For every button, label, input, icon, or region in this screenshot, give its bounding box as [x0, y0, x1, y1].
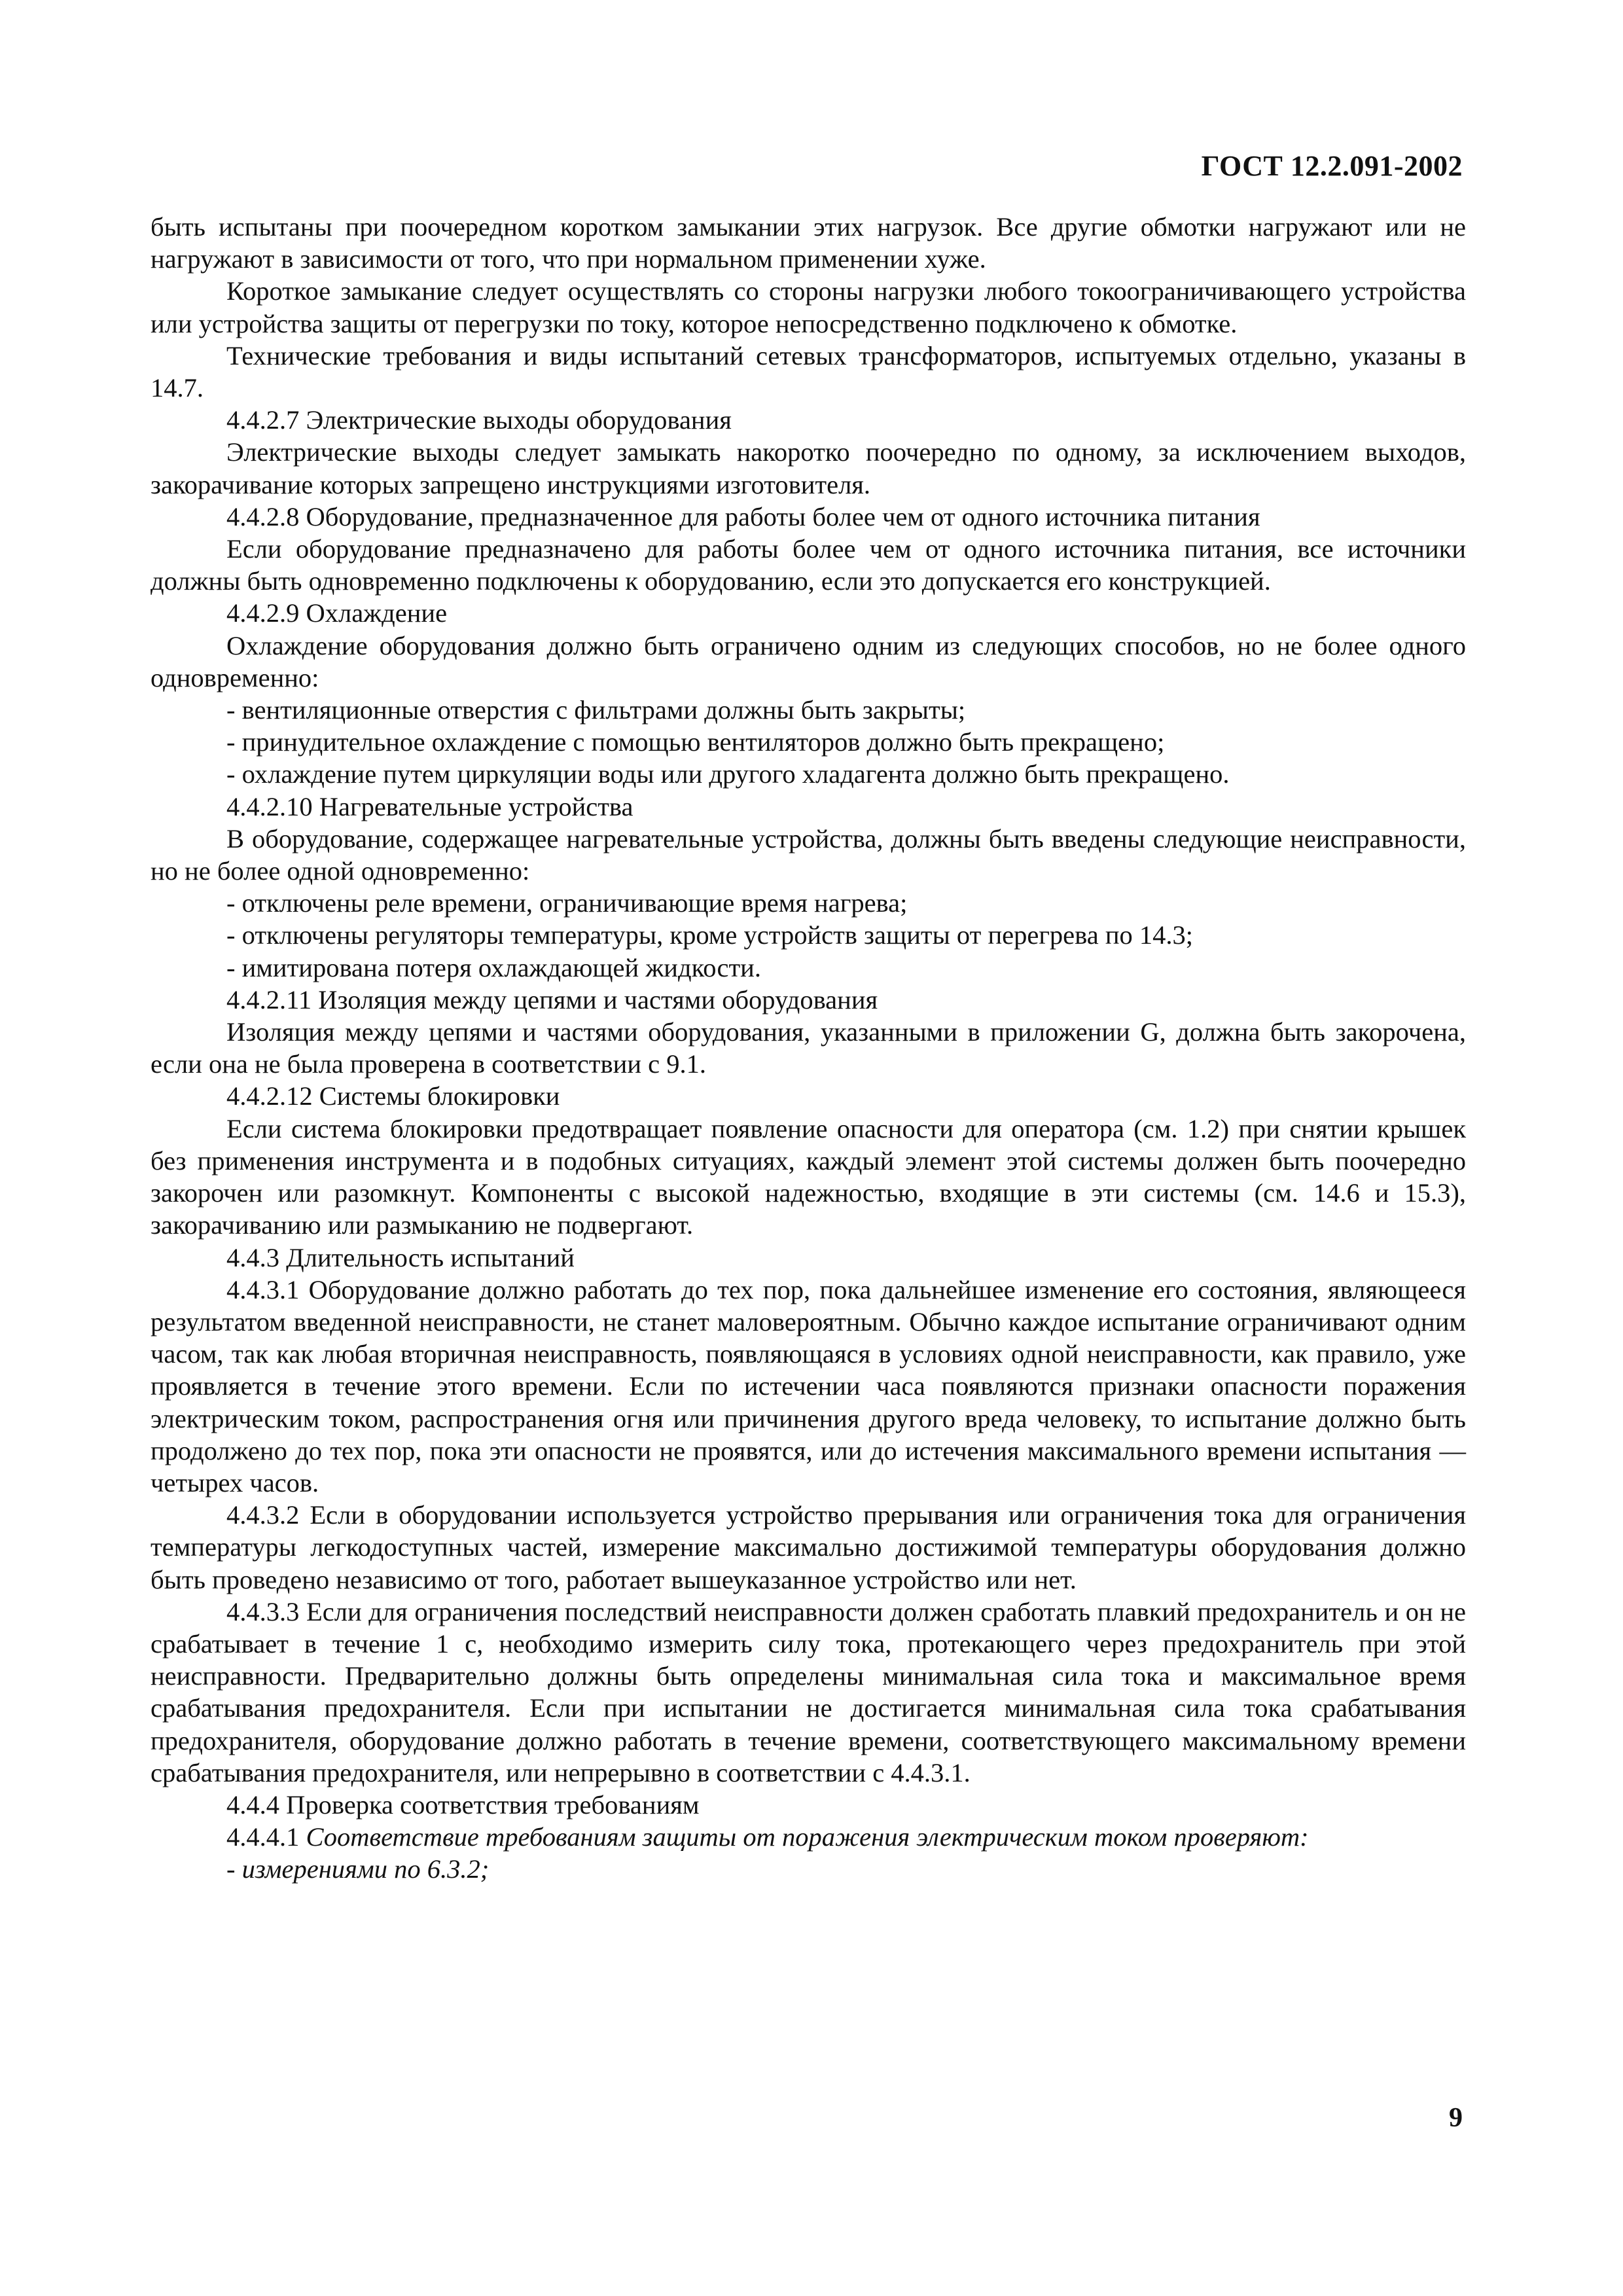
paragraph-short-circuit: Короткое замыкание следует осуществлять со стороны нагрузки любого токоограничивающего устройства или устройства защиты от перегрузки по току, которое непосредственно подключено к обмотке.	[151, 276, 1466, 338]
heading-4-4-3: 4.4.3 Длительность испытаний	[226, 1242, 575, 1272]
list-item-cooling-3: - охлаждение путем циркуляции воды или другого хладагента должно быть прекращено.	[226, 759, 1230, 789]
heading-4-4-2-8: 4.4.2.8 Оборудование, предназначенное для работы более чем от одного источника питания	[226, 501, 1260, 531]
heading-4-4-4: 4.4.4 Проверка соответствия требованиям	[226, 1789, 700, 1820]
clause-italic-text: Соответствие требованиям защиты от поражения электрическим током проверяют:	[306, 1822, 1309, 1852]
paragraph-4-4-3-1: 4.4.3.1 Оборудование должно работать до тех пор, пока дальнейшее изменение его состояния, являющееся результатом введенной неисправности, не станет маловероятным. Обычно каждое испытание ограничивают одним часом, так как любая вторичная неисправность, появляющаяся в условиях одной неисправности, как правило, уже проявляется в течение этого времени. Если по истечении часа появляются признаки опасности поражения электрическим током, распространения огня или причинения другого вреда человеку, то испытание должно быть продолжено до тех пор, пока эти опасности не проявятся, или до истечения максимального времени испытания — четырех часов.	[151, 1274, 1466, 1498]
list-item-cooling-2: - принудительное охлаждение с помощью вентиляторов должно быть прекращено;	[226, 727, 1165, 757]
page-number: 9	[1449, 2103, 1463, 2133]
heading-4-4-2-7: 4.4.2.7 Электрические выходы оборудования	[226, 405, 732, 435]
list-item-cooling-1: - вентиляционные отверстия с фильтрами должны быть закрыты;	[226, 695, 966, 725]
paragraph-power-sources: Если оборудование предназначено для работы более чем от одного источника питания, все источники должны быть одновременно подключены к оборудованию, если это допускается его конструкцией.	[151, 534, 1466, 596]
paragraph-transformers: Технические требования и виды испытаний сетевых трансформаторов, испытуемых отдельно, указаны в 14.7.	[151, 340, 1466, 403]
paragraph-4-4-4-1	[151, 1821, 1466, 1853]
paragraph-insulation: Изоляция между цепями и частями оборудования, указанными в приложении G, должна быть закорочена, если она не была проверена в соответствии с 9.1.	[151, 1017, 1466, 1079]
list-item-heaters-2: - отключены регуляторы температуры, кроме устройств защиты от перегрева по 14.3;	[226, 920, 1194, 950]
list-item-heaters-1: - отключены реле времени, ограничивающие время нагрева;	[226, 888, 908, 918]
list-item-measurement: - измерениями по 6.3.2;	[226, 1854, 490, 1884]
paragraph-interlocks: Если система блокировки предотвращает появление опасности для оператора (см. 1.2) при снятии крышек без применения инструмента и в подобных ситуациях, каждый элемент этой системы должен быть поочередно закорочен или разомкнут. Компоненты с высокой надежностью, входящие в эти системы (см. 14.6 и 15.3), закорачиванию или размыканию не подвергают.	[151, 1113, 1466, 1240]
body-text	[151, 211, 1466, 1886]
paragraph-heaters: В оборудование, содержащее нагревательные устройства, должны быть введены следующие неисправности, но не более одной одновременно:	[151, 823, 1466, 886]
paragraph-4-4-3-2: 4.4.3.2 Если в оборудовании используется устройство прерывания или ограничения тока для ограничения температуры легкодоступных частей, измерение максимально достижимой температуры оборудования должно быть проведено независимо от того, работает вышеуказанное устройство или нет.	[151, 1500, 1466, 1594]
document-code-header: ГОСТ 12.2.091-2002	[1201, 150, 1463, 182]
heading-4-4-2-9: 4.4.2.9 Охлаждение	[226, 598, 448, 628]
heading-4-4-2-10: 4.4.2.10 Нагревательные устройства	[226, 791, 633, 821]
heading-4-4-2-11: 4.4.2.11 Изоляция между цепями и частями оборудования	[226, 984, 878, 1014]
paragraph-continuation: быть испытаны при поочередном коротком замыкании этих нагрузок. Все другие обмотки нагружают или не нагружают в зависимости от того, что при нормальном применении хуже.	[151, 212, 1466, 274]
paragraph-4-4-3-3: 4.4.3.3 Если для ограничения последствий неисправности должен сработать плавкий предохранитель и он не срабатывает в течение 1 с, необходимо измерить силу тока, протекающего через предохранитель при этой неисправности. Предварительно должны быть определены минимальная сила тока и максимальное время срабатывания предохранителя. Если при испытании не достигается минимальная сила тока срабатывания предохранителя, оборудование должно работать в течение времени, соответствующего максимальному времени срабатывания предохранителя, или непрерывно в соответствии с 4.4.3.1.	[151, 1596, 1466, 1787]
list-item-heaters-3: - имитирована потеря охлаждающей жидкости.	[226, 952, 761, 982]
heading-4-4-2-12: 4.4.2.12 Системы блокировки	[226, 1081, 560, 1111]
paragraph-outputs: Электрические выходы следует замыкать накоротко поочередно по одному, за исключением выходов, закорачивание которых запрещено инструкциями изготовителя.	[151, 437, 1466, 499]
paragraph-cooling: Охлаждение оборудования должно быть ограничено одним из следующих способов, но не более одного одновременно:	[151, 630, 1466, 692]
clause-number: 4.4.4.1	[226, 1822, 300, 1852]
